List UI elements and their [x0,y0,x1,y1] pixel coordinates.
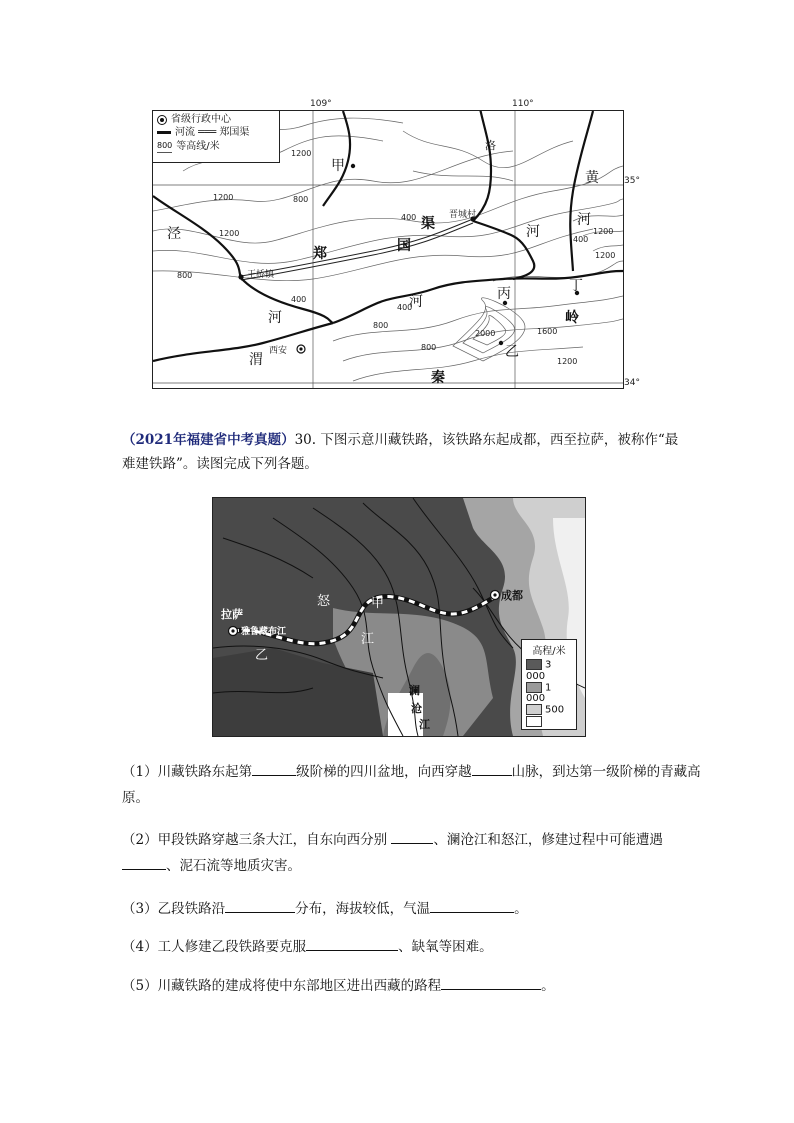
subquestion-text: 、泥石流等地质灾害。 [166,858,301,874]
label-jincheng: 晋城村 [449,210,477,220]
label-lan-1: 澜 [409,684,420,697]
capital-symbol-icon [157,115,167,125]
label-jia: 甲 [331,158,345,174]
legend2-item [526,659,572,682]
answer-blank[interactable] [430,898,514,913]
label-he-4: 河 [577,212,591,228]
contour-label: 1200 [557,357,578,366]
legend-river-label: 河流 ═══ 郑国渠 [175,127,250,138]
label-yi: 乙 [255,648,269,663]
legend2-swatch [526,682,542,693]
subquestion-text: （4）工人修建乙段铁路要克服 [122,939,307,955]
answer-blank[interactable] [306,936,398,951]
legend2-item-label: 3 000 [526,659,552,682]
lat-label-34: 34° [624,378,640,388]
label-xian: 西安 [269,346,288,356]
legend2-item-label: 500 [545,704,565,716]
map1-legend [153,111,280,163]
contour-label: 800 [177,271,193,280]
legend-contour-sample: 800 [157,139,172,153]
subquestion-text: 山脉，到达第一级阶梯的青藏高原。 [122,764,701,806]
contour-label: 400 [401,213,417,222]
label-guo: 国 [397,238,411,254]
label-lhasa: 拉萨 [221,608,243,621]
subquestion-text: 。 [541,978,555,994]
legend2-title: 高程/米 [532,646,566,657]
contour-label: 800 [373,321,389,330]
contour-label: 400 [573,235,589,244]
subquestion-2 [122,827,702,879]
question-source: （2021年福建省中考真题） [122,432,295,448]
subquestion-4 [122,934,702,960]
river-symbol-icon [157,131,171,134]
legend2-item [526,716,572,728]
legend2-item-label: 1 000 [526,682,552,704]
legend-contour-label: 等高线/米 [176,140,220,152]
label-yarlung: 雅鲁藏布江 [241,627,287,637]
label-he-1: 河 [268,310,282,326]
answer-blank[interactable] [225,898,295,913]
map-zhengguo-canal [152,110,624,389]
lon-label-110: 110° [512,99,534,109]
contour-label: 1200 [593,227,614,236]
label-ding: 丁 [569,278,583,294]
subquestion-text: （5）川藏铁路的建成将使中东部地区进出西藏的路程 [122,978,442,994]
question-text: 30. 下图示意川藏铁路，该铁路东起成都，西至拉萨，被称作“最难建铁路”。读图完成下列各题。 [122,432,679,472]
label-he-2: 河 [409,294,423,310]
contour-label: 1600 [537,327,558,336]
subquestion-text: 、缺氧等困难。 [398,939,493,955]
contour-label: 2000 [475,329,496,338]
label-lan-2: 沧 [411,702,422,715]
label-bing: 丙 [497,286,511,302]
lat-label-35: 35° [624,176,640,186]
label-he-3: 河 [526,224,540,240]
subquestion-1 [122,759,702,811]
subquestion-5 [122,973,702,999]
answer-blank[interactable] [472,761,512,776]
subquestion-text: （3）乙段铁路沿 [122,901,226,917]
contour-label: 800 [293,195,309,204]
label-jia: 甲 [371,596,385,611]
legend-river-row [157,126,275,139]
legend2-item [526,704,572,716]
answer-blank[interactable] [391,829,433,844]
map2-legend [521,639,577,730]
label-jing: 泾 [167,226,181,242]
map-sichuan-tibet-railway [212,497,586,737]
subquestion-text: （2）甲段铁路穿越三条大江，自东向西分别 [122,832,392,848]
subquestion-text: （1）川藏铁路东起第 [122,764,253,780]
contour-label: 800 [421,343,437,352]
label-zheng: 郑 [313,246,327,262]
label-qin: 秦 [431,370,445,386]
legend2-swatch [526,659,542,670]
label-wangqiao: 王桥镇 [247,270,275,280]
lon-label-109: 109° [310,99,332,109]
subquestion-text: 级阶梯的四川盆地，向西穿越 [296,764,472,780]
answer-blank[interactable] [122,855,166,870]
label-yi: 乙 [505,344,519,360]
question-30-intro [122,428,682,476]
subquestion-text: 。 [514,901,528,917]
contour-label: 400 [291,295,307,304]
label-chengdu: 成都 [501,589,523,602]
label-lan-3: 江 [419,718,430,731]
label-qu: 渠 [421,216,435,232]
legend2-swatch [526,716,542,727]
label-luo: 洛 [485,139,496,152]
legend-capital-row [157,113,275,126]
subquestion-3 [122,896,702,922]
legend-contour-row [157,139,275,153]
contour-label: 1200 [291,149,312,158]
label-ling: 岭 [565,310,579,326]
contour-label: 1200 [213,193,234,202]
legend2-swatch [526,704,542,715]
label-nu: 怒 [317,594,331,609]
legend2-item [526,682,572,705]
label-huang: 黄 [585,170,599,186]
label-jiang: 江 [361,632,375,647]
contour-label: 400 [397,303,413,312]
subquestion-text: 、澜沧江和怒江，修建过程中可能遭遇 [433,832,663,848]
subquestion-text: 分布，海拔较低，气温 [295,901,431,917]
contour-label: 1200 [219,229,240,238]
answer-blank[interactable] [441,975,541,990]
answer-blank[interactable] [252,761,296,776]
legend-capital-label: 省级行政中心 [171,114,231,125]
label-wei: 渭 [249,352,263,368]
contour-label: 1200 [595,251,616,260]
